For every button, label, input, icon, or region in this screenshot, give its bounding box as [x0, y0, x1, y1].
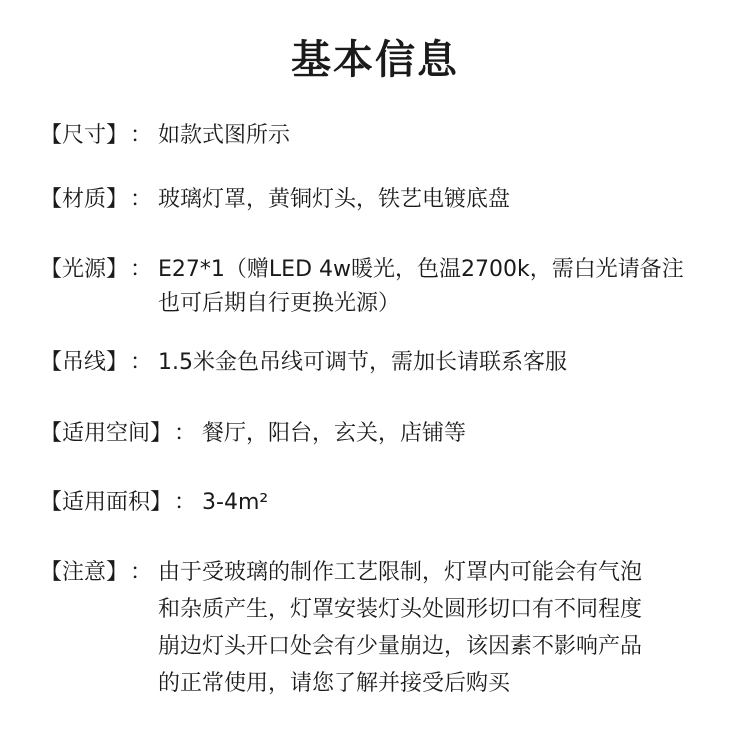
spec-row-notice	[40, 554, 732, 702]
spec-separator: ：	[130, 350, 153, 375]
spec-separator: ：	[130, 187, 153, 212]
spec-row-size	[40, 119, 732, 153]
spec-separator: ：	[174, 490, 197, 515]
spec-label: 【适用空间】	[40, 421, 173, 446]
spec-separator: ：	[130, 560, 153, 585]
spec-label: 【尺寸】	[40, 123, 129, 148]
spec-row-applicable-space	[40, 417, 732, 451]
spec-value: E27*1（赠LED 4w暖光，色温2700k，需白光请备注 也可后期自行更换光源）	[158, 257, 684, 316]
spec-value: 由于受玻璃的制作工艺限制，灯罩内可能会有气泡 和杂质产生，灯罩安装灯头处圆形切口有不同程度 崩边灯头开口处会有少量崩边，该因素不影响产品 的正常使用，请您了解并接受后购买	[158, 560, 643, 696]
spec-separator: ：	[130, 123, 153, 148]
spec-value: 餐厅，阳台，玄关，店铺等	[202, 421, 467, 446]
spec-label: 【适用面积】	[40, 490, 173, 515]
spec-row-applicable-area	[40, 486, 732, 520]
spec-value: 1.5米金色吊线可调节，需加长请联系客服	[158, 350, 568, 375]
spec-label: 【光源】	[40, 257, 129, 282]
page-title: 基本信息	[291, 37, 459, 83]
spec-label: 【注意】	[40, 560, 129, 585]
spec-row-cord	[40, 346, 732, 380]
spec-value: 3-4m²	[202, 490, 269, 515]
spec-row-light-source	[40, 253, 732, 321]
spec-separator: ：	[174, 421, 197, 446]
spec-label: 【材质】	[40, 187, 129, 212]
spec-row-material	[40, 183, 732, 217]
spec-value: 玻璃灯罩，黄铜灯头，铁艺电镀底盘	[158, 187, 511, 212]
spec-separator: ：	[130, 257, 153, 282]
spec-value: 如款式图所示	[158, 123, 291, 148]
spec-label: 【吊线】	[40, 350, 129, 375]
